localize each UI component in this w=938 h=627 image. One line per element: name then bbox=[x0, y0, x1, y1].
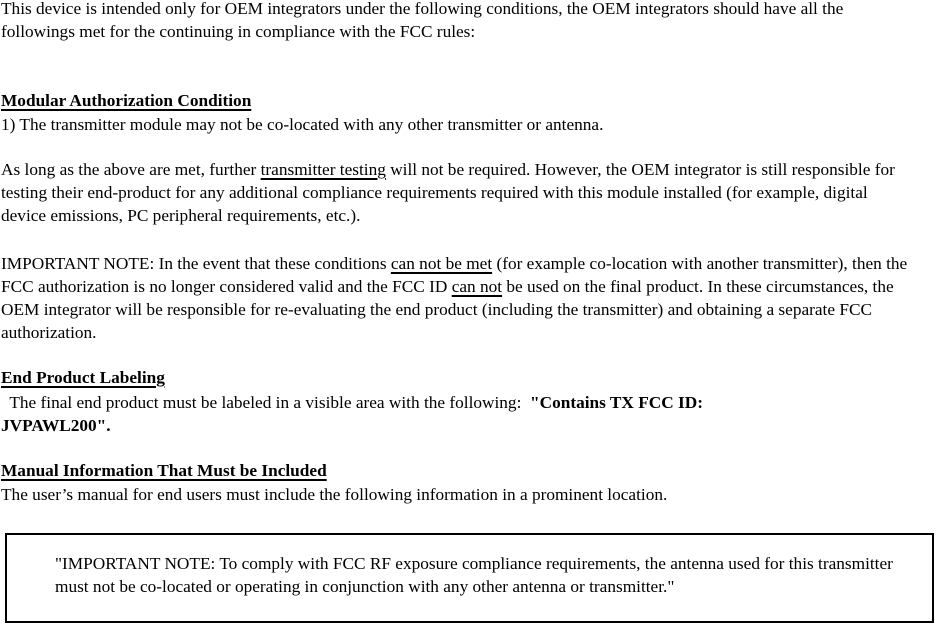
important-text-part2: (for example co-location with another transmitter), then the FCC authorization is no longer considered valid and the FCC ID bbox=[1, 254, 908, 296]
rf-exposure-notice-text: "IMPORTANT NOTE: To comply with FCC RF exposure compliance requirements, the antenna used for this transmitter must not be co-located or operating in conjunction with any other antenna or transmitter." bbox=[55, 554, 893, 596]
testing-text-part1: As long as the above are met, further bbox=[1, 160, 261, 179]
important-text-part1: IMPORTANT NOTE: In the event that these conditions bbox=[1, 254, 391, 273]
modular-heading-text: Modular Authorization Condition bbox=[1, 91, 252, 110]
transmitter-testing-underlined: transmitter testing bbox=[260, 160, 386, 179]
labeling-requirement-line bbox=[1, 391, 703, 414]
can-not-be-met-underlined: can not be met bbox=[390, 254, 493, 273]
rf-exposure-notice-box bbox=[5, 533, 934, 623]
manual-information-text: The user’s manual for end users must include the following information in a prominent location. bbox=[1, 485, 668, 504]
fcc-id-label-part2: JVPAWL200". bbox=[1, 416, 111, 435]
important-note-paragraph bbox=[1, 252, 916, 344]
manual-information-heading bbox=[1, 459, 327, 482]
testing-paragraph bbox=[1, 158, 901, 227]
labeling-text: The final end product must be labeled in a visible area with the following: bbox=[1, 393, 531, 412]
labeling-heading-text: End Product Labeling bbox=[1, 368, 165, 387]
condition-1-text: 1) The transmitter module may not be co-located with any other transmitter or antenna. bbox=[1, 115, 604, 134]
fcc-id-line bbox=[1, 414, 111, 437]
manual-heading-text: Manual Information That Must be Included bbox=[1, 461, 327, 480]
fcc-id-label-part1: "Contains TX FCC ID: bbox=[530, 393, 704, 412]
end-product-labeling-heading bbox=[1, 366, 165, 389]
important-text-part3: be used on the final product. In these circumstances, the OEM integrator will be responsible for re-evaluating the end product (including the transmitter) and obtaining a separate FCC authorization. bbox=[1, 277, 894, 342]
modular-authorization-heading bbox=[1, 89, 251, 112]
testing-text-part2: will not be required. However, the OEM integrator is still responsible for testing their end-product for any additional compliance requirements required with this module installed (for example, digital device emissions, PC peripheral requirements, etc.). bbox=[1, 160, 895, 225]
can-not-underlined: can not bbox=[451, 277, 503, 296]
intro-paragraph: This device is intended only for OEM integrators under the following conditions, the OEM integrators should have all the followings met for the continuing in compliance with the FCC rules: bbox=[1, 0, 844, 41]
